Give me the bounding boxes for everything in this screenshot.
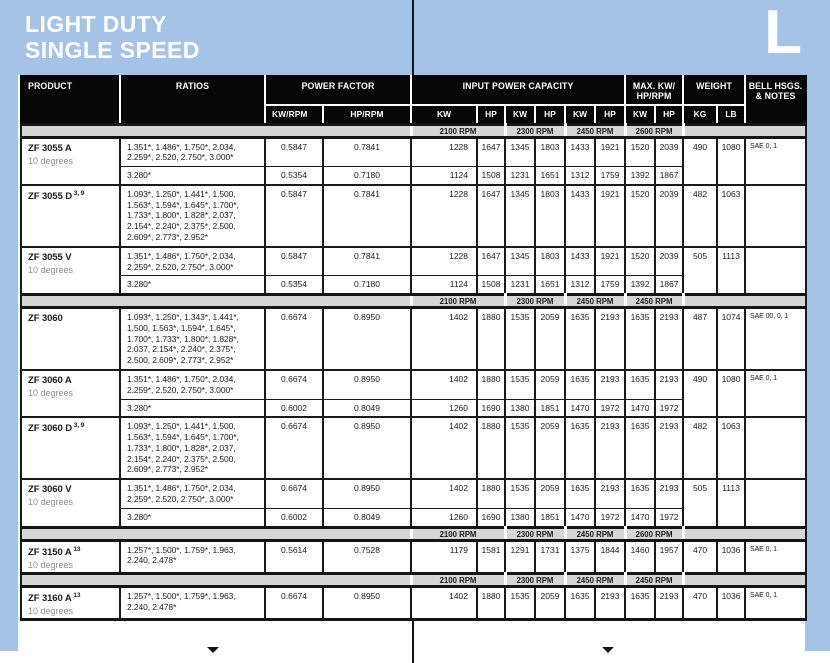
power-value-cell: 1124 (411, 167, 477, 185)
notes-cell: SAE 0, 1 (745, 540, 806, 573)
weight-lb-cell: 1074 (717, 308, 745, 370)
power-value-cell: 2193 (595, 417, 625, 479)
kw-subheader: KW (505, 105, 535, 124)
power-value-cell: 2193 (595, 370, 625, 399)
weight-lb-cell: 1063 (717, 417, 745, 479)
power-value-cell: 1345 (505, 137, 535, 167)
rpm-band-row (21, 573, 806, 586)
kw-subheader: KW (565, 105, 595, 124)
power-value-cell: 1433 (565, 185, 595, 247)
bell-header-line1: BELL HSGS. (748, 81, 803, 91)
page-title-line1: LIGHT DUTY (25, 11, 167, 37)
hp-subheader: HP (595, 105, 625, 124)
rpm-band-label: 2450 RPM (565, 295, 625, 308)
product-angle: 10 degrees (28, 605, 74, 616)
power-value-cell: 2059 (535, 370, 565, 399)
ratios-cell: 1.351*, 1.486*, 1.750*, 2.034, 2.259*, 2.520, 2.750*, 3.000* (120, 247, 265, 276)
power-value-cell: 1520 (625, 247, 655, 276)
weight-kg-cell: 482 (683, 417, 717, 479)
product-cell (21, 370, 120, 417)
power-value-cell: 1635 (565, 479, 595, 508)
rpm-band-pad (683, 573, 806, 586)
power-value-cell: 1921 (595, 185, 625, 247)
power-value-cell: 1972 (595, 399, 625, 417)
power-value-cell: 1470 (625, 399, 655, 417)
power-value-cell: 1433 (565, 137, 595, 167)
ratios-cell: 3.280* (120, 167, 265, 185)
weight-lb-cell: 1113 (717, 479, 745, 527)
power-factor-hp-cell: 0.8049 (323, 508, 411, 527)
power-factor-kw-cell: 0.6674 (265, 586, 323, 619)
power-value-cell: 1392 (625, 167, 655, 185)
power-value-cell: 2193 (595, 308, 625, 370)
rpm-band-label: 2100 RPM (411, 573, 505, 586)
power-value-cell: 1345 (505, 185, 535, 247)
power-value-cell: 1647 (477, 185, 505, 247)
power-value-cell: 1380 (505, 399, 535, 417)
power-value-cell: 2193 (595, 479, 625, 508)
power-value-cell: 1508 (477, 167, 505, 185)
power-value-cell: 1402 (411, 308, 477, 370)
ratios-cell: 1.351*, 1.486*, 1.750*, 2.034, 2.259*, 2.520, 2.750*, 3.000* (120, 370, 265, 399)
power-value-cell: 1635 (565, 308, 595, 370)
power-value-cell: 1635 (565, 370, 595, 399)
power-value-cell: 1635 (625, 479, 655, 508)
power-value-cell: 1921 (595, 247, 625, 276)
ratios-cell: 1.351*, 1.486*, 1.750*, 2.034, 2.259*, 2.520, 2.750*, 3.000* (120, 479, 265, 508)
power-value-cell: 1535 (505, 479, 535, 508)
product-name: ZF 3055 A (28, 142, 72, 154)
power-value-cell: 1647 (477, 247, 505, 276)
power-value-cell: 2039 (655, 137, 683, 167)
notes-cell (745, 417, 806, 479)
product-name: ZF 3055 V (28, 251, 72, 263)
kw-rpm-subheader: KW/RPM (265, 105, 323, 124)
power-value-cell: 1228 (411, 185, 477, 247)
power-value-cell: 1972 (655, 508, 683, 527)
power-value-cell: 1690 (477, 399, 505, 417)
right-margin-strip (805, 75, 830, 651)
power-value-cell: 1402 (411, 586, 477, 619)
product-name: ZF 3060 V (28, 484, 72, 496)
kw-subheader: KW (411, 105, 477, 124)
power-value-cell: 1312 (565, 167, 595, 185)
bell-header (745, 76, 806, 124)
power-factor-kw-cell: 0.6002 (265, 399, 323, 417)
power-factor-hp-cell: 0.7841 (323, 247, 411, 276)
power-value-cell: 1380 (505, 508, 535, 527)
product-angle: 10 degrees (28, 388, 74, 398)
power-value-cell: 1844 (595, 540, 625, 573)
power-value-cell: 1312 (565, 276, 595, 295)
power-value-cell: 1179 (411, 540, 477, 573)
rpm-band-row (21, 527, 806, 540)
spec-table (20, 75, 807, 621)
power-value-cell: 1759 (595, 167, 625, 185)
power-factor-hp-cell: 0.8049 (323, 399, 411, 417)
notes-cell: SAE 0, 1 (745, 370, 806, 417)
rpm-band-label: 2450 RPM (625, 295, 683, 308)
power-value-cell: 2039 (655, 247, 683, 276)
product-row (21, 185, 806, 247)
power-value-cell: 1851 (535, 508, 565, 527)
power-factor-kw-cell: 0.6002 (265, 508, 323, 527)
power-factor-kw-cell: 0.6674 (265, 417, 323, 479)
power-value-cell: 1803 (535, 185, 565, 247)
power-value-cell: 1470 (565, 508, 595, 527)
power-value-cell: 1880 (477, 586, 505, 619)
notes-cell: SAE 0, 1 (745, 137, 806, 185)
product-row (21, 540, 806, 573)
product-footnote-sup: 3, 9 (71, 422, 85, 430)
product-name: ZF 3060 D $^{3, 9}$ (28, 422, 85, 435)
power-value-cell: 1392 (625, 276, 655, 295)
power-value-cell: 1402 (411, 370, 477, 399)
kg-subheader: KG (683, 105, 717, 124)
product-row (21, 308, 806, 370)
product-cell (21, 185, 120, 247)
power-factor-hp-cell: 0.7841 (323, 137, 411, 167)
hp-subheader: HP (655, 105, 683, 124)
rpm-band-pad (21, 124, 411, 137)
product-name: ZF 3150 A $^{13}$ (28, 545, 81, 558)
rpm-band-pad (21, 573, 411, 586)
product-name: ZF 3060 A (28, 375, 72, 386)
power-value-cell: 1851 (535, 399, 565, 417)
power-factor-hp-cell: 0.8950 (323, 586, 411, 619)
power-value-cell: 1260 (411, 508, 477, 527)
hp-subheader: HP (535, 105, 565, 124)
weight-lb-cell: 1080 (717, 370, 745, 417)
power-value-cell: 2193 (655, 417, 683, 479)
weight-lb-cell: 1036 (717, 586, 745, 619)
product-cell (21, 417, 120, 479)
ratios-cell: 1.093*, 1.250*, 1.343*, 1.441*, 1.500, 1.563*, 1.594*, 1.645*, 1.700*, 1.733*, 1.800*, 1.828*, 2.037, 2.154*, 2.240*, 2.375*, 2.500, 2.609*, 2.773*, 2.952* (120, 308, 265, 370)
product-angle: 10 degrees (28, 264, 74, 275)
power-factor-kw-cell: 0.6674 (265, 370, 323, 399)
power-value-cell: 1260 (411, 399, 477, 417)
max-kw-hp-group-header (625, 76, 683, 105)
power-factor-kw-cell: 0.6674 (265, 479, 323, 508)
power-factor-hp-cell: 0.8950 (323, 308, 411, 370)
power-value-cell: 1803 (535, 247, 565, 276)
power-value-cell: 2193 (595, 586, 625, 619)
power-factor-hp-cell: 0.7180 (323, 276, 411, 295)
max-header-line1: MAX. KW/ (632, 81, 676, 91)
max-header-line2: HP/RPM (636, 91, 672, 101)
notes-cell (745, 247, 806, 295)
product-name: ZF 3160 A $^{13}$ (28, 591, 81, 604)
power-value-cell: 1880 (477, 417, 505, 479)
power-value-cell: 1291 (505, 540, 535, 573)
notes-cell (745, 185, 806, 247)
table-continues-arrow (602, 647, 614, 653)
power-factor-hp-cell: 0.8950 (323, 417, 411, 479)
power-value-cell: 2193 (655, 308, 683, 370)
power-value-cell: 1520 (625, 137, 655, 167)
power-value-cell: 1880 (477, 479, 505, 508)
rpm-band-pad (683, 124, 806, 137)
weight-kg-cell: 470 (683, 586, 717, 619)
rpm-band-label: 2100 RPM (411, 527, 505, 540)
power-value-cell: 1880 (477, 370, 505, 399)
ratios-cell: 1.257*, 1.500*, 1.759*, 1.963, 2.240, 2.478* (120, 540, 265, 573)
power-value-cell: 1635 (625, 308, 655, 370)
power-value-cell: 1867 (655, 167, 683, 185)
power-factor-kw-cell: 0.6674 (265, 308, 323, 370)
power-factor-hp-cell: 0.8950 (323, 479, 411, 508)
power-value-cell: 1231 (505, 276, 535, 295)
product-name: ZF 3060 (28, 313, 63, 325)
hp-rpm-subheader: HP/RPM (323, 105, 411, 124)
rpm-band-pad (21, 527, 411, 540)
power-factor-hp-cell: 0.7180 (323, 167, 411, 185)
notes-cell: SAE 00, 0, 1 (745, 308, 806, 370)
power-value-cell: 1124 (411, 276, 477, 295)
power-factor-hp-cell: 0.7528 (323, 540, 411, 573)
left-margin-strip (0, 75, 18, 651)
power-value-cell: 1402 (411, 417, 477, 479)
product-cell (21, 479, 120, 527)
power-value-cell: 1880 (477, 308, 505, 370)
power-value-cell: 2193 (655, 370, 683, 399)
power-value-cell: 2039 (655, 185, 683, 247)
power-value-cell: 1402 (411, 479, 477, 508)
power-value-cell: 1867 (655, 276, 683, 295)
power-value-cell: 1581 (477, 540, 505, 573)
power-value-cell: 1535 (505, 586, 535, 619)
product-cell (21, 308, 120, 370)
weight-lb-cell: 1036 (717, 540, 745, 573)
power-value-cell: 1635 (565, 586, 595, 619)
ratios-cell: 3.280* (120, 508, 265, 527)
rpm-band-label: 2600 RPM (625, 124, 683, 137)
power-value-cell: 1803 (535, 137, 565, 167)
power-value-cell: 1690 (477, 508, 505, 527)
power-value-cell: 1921 (595, 137, 625, 167)
power-value-cell: 1535 (505, 308, 535, 370)
power-value-cell: 1635 (565, 417, 595, 479)
power-value-cell: 1228 (411, 137, 477, 167)
rpm-band-label: 2450 RPM (565, 527, 625, 540)
rpm-band-pad (683, 295, 806, 308)
power-value-cell: 1972 (595, 508, 625, 527)
ratios-cell: 1.351*, 1.486*, 1.750*, 2.034, 2.259*, 2.520, 2.750*, 3.000* (120, 137, 265, 167)
hp-subheader: HP (477, 105, 505, 124)
power-factor-group-header: POWER FACTOR (265, 76, 411, 105)
power-value-cell: 1231 (505, 167, 535, 185)
power-value-cell: 2059 (535, 586, 565, 619)
power-value-cell: 1635 (625, 417, 655, 479)
notes-cell: SAE 0, 1 (745, 586, 806, 619)
weight-kg-cell: 505 (683, 247, 717, 295)
ratios-cell: 3.280* (120, 276, 265, 295)
power-value-cell: 2193 (655, 479, 683, 508)
power-value-cell: 1731 (535, 540, 565, 573)
rpm-band-row (21, 295, 806, 308)
power-value-cell: 1957 (655, 540, 683, 573)
power-value-cell: 1651 (535, 276, 565, 295)
page-title-line2: SINGLE SPEED (25, 37, 200, 63)
power-factor-kw-cell: 0.5354 (265, 167, 323, 185)
power-factor-hp-cell: 0.8950 (323, 370, 411, 399)
power-factor-kw-cell: 0.5847 (265, 137, 323, 167)
power-factor-kw-cell: 0.5614 (265, 540, 323, 573)
rpm-band-label: 2100 RPM (411, 295, 505, 308)
rpm-band-label: 2450 RPM (565, 573, 625, 586)
product-row (21, 586, 806, 619)
product-footnote-sup: 13 (71, 545, 81, 553)
table-continues-arrow (207, 647, 219, 653)
weight-kg-cell: 505 (683, 479, 717, 527)
power-value-cell: 1520 (625, 185, 655, 247)
product-column-header: PRODUCT (21, 76, 120, 124)
product-angle: 10 degrees (28, 559, 74, 570)
power-value-cell: 1535 (505, 417, 535, 479)
product-footnote-sup: 13 (71, 591, 81, 599)
power-value-cell: 1345 (505, 247, 535, 276)
product-footnote-sup: 3, 9 (71, 189, 85, 197)
rpm-band-label: 2100 RPM (411, 124, 505, 137)
product-angle: 10 degrees (28, 155, 74, 166)
power-value-cell: 2059 (535, 308, 565, 370)
power-value-cell: 1375 (565, 540, 595, 573)
ratios-column-header: RATIOS (120, 76, 265, 124)
weight-lb-cell: 1080 (717, 137, 745, 185)
weight-group-header: WEIGHT (683, 76, 745, 105)
power-factor-kw-cell: 0.5847 (265, 247, 323, 276)
weight-lb-cell: 1113 (717, 247, 745, 295)
rpm-band-label: 2300 RPM (505, 573, 565, 586)
power-value-cell: 2059 (535, 479, 565, 508)
kw-subheader: KW (625, 105, 655, 124)
product-row (21, 370, 806, 399)
power-value-cell: 1759 (595, 276, 625, 295)
ratios-cell: 1.093*, 1.250*, 1.441*, 1.500, 1.563*, 1.594*, 1.645*, 1.700*, 1.733*, 1.800*, 1.828*, 2.037, 2.154*, 2.240*, 2.375*, 2.500, 2.609*, 2.773*, 2.952* (120, 417, 265, 479)
rpm-band-pad (683, 527, 806, 540)
power-value-cell: 1651 (535, 167, 565, 185)
product-row (21, 247, 806, 276)
ratios-cell: 1.257*, 1.500*, 1.759*, 1.963, 2.240, 2.478* (120, 586, 265, 619)
power-value-cell: 1470 (625, 508, 655, 527)
power-value-cell: 1535 (505, 370, 535, 399)
weight-lb-cell: 1063 (717, 185, 745, 247)
notes-cell (745, 479, 806, 527)
section-letter: L (764, 0, 802, 67)
input-power-group-header: INPUT POWER CAPACITY (411, 76, 625, 105)
weight-kg-cell: 487 (683, 308, 717, 370)
weight-kg-cell: 490 (683, 370, 717, 417)
page-title (25, 11, 200, 63)
power-value-cell: 1647 (477, 137, 505, 167)
rpm-band-pad (21, 295, 411, 308)
power-value-cell: 1228 (411, 247, 477, 276)
product-row (21, 417, 806, 479)
product-name: ZF 3055 D $^{3, 9}$ (28, 189, 85, 202)
ratios-cell: 3.280* (120, 399, 265, 417)
rpm-band-label: 2300 RPM (505, 527, 565, 540)
power-value-cell: 1635 (625, 370, 655, 399)
power-value-cell: 2059 (535, 417, 565, 479)
rpm-band-label: 2450 RPM (565, 124, 625, 137)
rpm-band-label: 2450 RPM (625, 573, 683, 586)
power-value-cell: 1972 (655, 399, 683, 417)
product-row (21, 137, 806, 167)
power-factor-hp-cell: 0.7841 (323, 185, 411, 247)
rpm-band-row (21, 124, 806, 137)
page-banner (0, 0, 830, 75)
product-row (21, 479, 806, 508)
weight-kg-cell: 482 (683, 185, 717, 247)
product-cell (21, 247, 120, 295)
rpm-band-label: 2300 RPM (505, 295, 565, 308)
product-cell (21, 586, 120, 619)
power-value-cell: 1508 (477, 276, 505, 295)
product-cell (21, 540, 120, 573)
rpm-band-label: 2600 RPM (625, 527, 683, 540)
power-value-cell: 2193 (655, 586, 683, 619)
product-cell (21, 137, 120, 185)
power-factor-kw-cell: 0.5354 (265, 276, 323, 295)
product-angle: 10 degrees (28, 497, 74, 508)
power-value-cell: 1433 (565, 247, 595, 276)
bell-header-line2: & NOTES (755, 91, 796, 101)
rpm-band-label: 2300 RPM (505, 124, 565, 137)
power-value-cell: 1635 (625, 586, 655, 619)
power-factor-kw-cell: 0.5847 (265, 185, 323, 247)
ratios-cell: 1.093*, 1.250*, 1.441*, 1.500, 1.563*, 1.594*, 1.645*, 1.700*, 1.733*, 1.800*, 1.828*, 2.037, 2.154*, 2.240*, 2.375*, 2.500, 2.609*, 2.773*, 2.952* (120, 185, 265, 247)
power-value-cell: 1470 (565, 399, 595, 417)
weight-kg-cell: 470 (683, 540, 717, 573)
lb-subheader: LB (717, 105, 745, 124)
power-value-cell: 1460 (625, 540, 655, 573)
weight-kg-cell: 490 (683, 137, 717, 185)
